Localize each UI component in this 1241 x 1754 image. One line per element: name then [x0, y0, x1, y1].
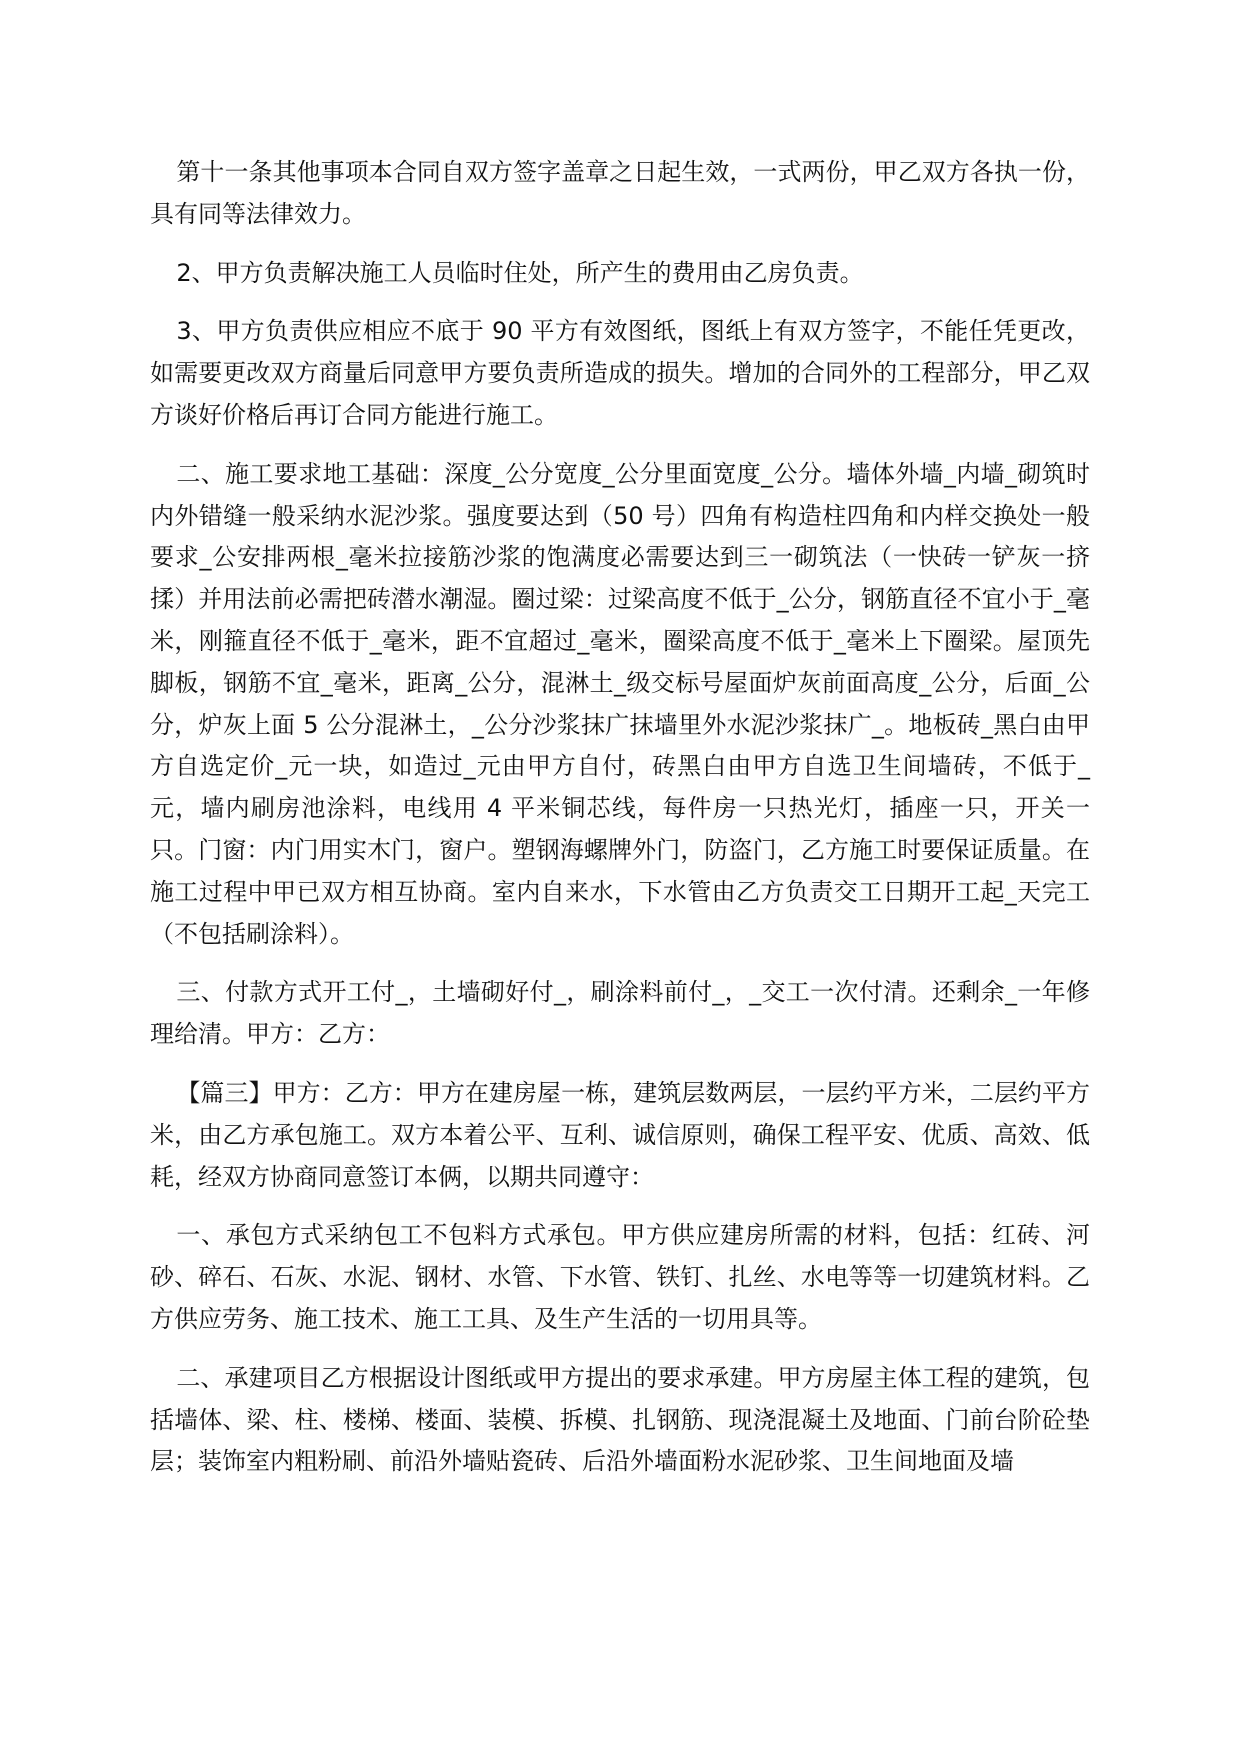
paragraph-construction-requirements: 二、施工要求地工基础：深度_公分宽度_公分里面宽度_公分。墙体外墙_内墙_砌筑时内外错缝一般采纳水泥沙浆。强度要达到（50 号）四角有构造柱四角和内样交换处一般要求_公安排两根_毫米拉接筋沙浆的饱满度必需要达到三一砌筑法（一快砖一铲灰一挤揉）并用法前必需把砖潜水潮湿。圈过梁：过梁高度不低于_公分，钢筋直径不宜小于_毫米，刚箍直径不低于_毫米，距不宜超过_毫米，圈梁高度不低于_毫米上下圈梁。屋顶先脚板，钢筋不宜_毫米，距离_公分，混淋土_级交标号屋面炉灰前面高度_公分，后面_公分，炉灰上面 5 公分混淋土，_公分沙浆抹广抹墙里外水泥沙浆抹广_。地板砖_黑白由甲方自选定价_元一块，如造过_元由甲方自付，砖黑白由甲方自选卫生间墙砖，不低于_元，墙内刷房池涂料，电线用 4 平米铜芯线，每件房一只热光灯，插座一只，开关一只。门窗：内门用实木门，窗户。塑钢海螺牌外门，防盗门，乙方施工时要保证质量。在施工过程中甲已双方相互协商。室内自来水，下水管由乙方负责交工日期开工起_天完工（不包括刷涂料）。 — [150, 459, 1090, 948]
paragraph-part-three-intro: 【篇三】甲方：乙方：甲方在建房屋一栋，建筑层数两层，一层约平方米，二层约平方米，由乙方承包施工。双方本着公平、互利、诚信原则，确保工程平安、优质、高效、低耗，经双方协商同意签订本俩，以期共同遵守： — [150, 1078, 1090, 1191]
paragraph-clause-2: 2、甲方负责解决施工人员临时住处，所产生的费用由乙房负责。 — [176, 258, 864, 287]
paragraph-payment-terms: 三、付款方式开工付_，土墙砌好付_，刷涂料前付_，_交工一次付清。还剩余_一年修理给清。甲方：乙方： — [150, 978, 1090, 1049]
document-body — [150, 152, 1090, 1500]
paragraph-article-eleven: 第十一条其他事项本合同自双方签字盖章之日起生效，一式两份，甲乙双方各执一份，具有同等法律效力。 — [150, 158, 1090, 228]
paragraph-construction-items: 二、承建项目乙方根据设计图纸或甲方提出的要求承建。甲方房屋主体工程的建筑，包括墙体、梁、柱、楼梯、楼面、装模、拆模、扎钢筋、现浇混凝土及地面、门前台阶砼垫层；装饰室内粗粉刷、前沿外墙贴瓷砖、后沿外墙面粉水泥砂浆、卫生间地面及墙 — [150, 1363, 1090, 1476]
paragraph-clause-3: 3、甲方负责供应相应不底于 90 平方有效图纸，图纸上有双方签字，不能任凭更改，如需要更改双方商量后同意甲方要负责所造成的损失。增加的合同外的工程部分，甲乙双方谈好价格后再订合同方能进行施工。 — [150, 317, 1090, 429]
paragraph-contract-method: 一、承包方式采纳包工不包料方式承包。甲方供应建房所需的材料，包括：红砖、河砂、碎石、石灰、水泥、钢材、水管、下水管、铁钉、扎丝、水电等等一切建筑材料。乙方供应劳务、施工技术、施工工具、及生产生活的一切用具等。 — [150, 1221, 1090, 1333]
